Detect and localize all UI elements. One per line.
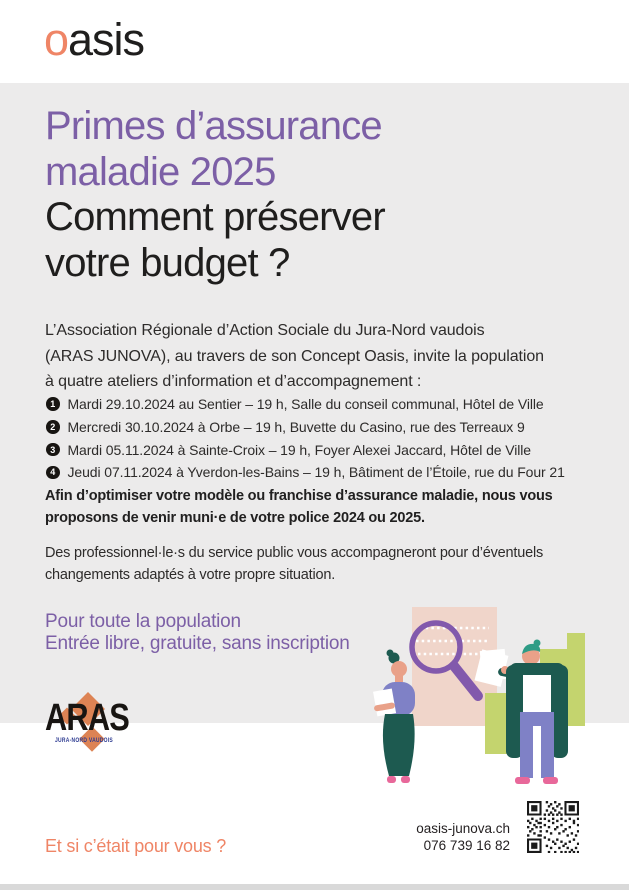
title-line-purple-1: Primes d’assurance — [45, 104, 382, 148]
event-text: Mardi 29.10.2024 au Sentier – 19 h, Salle du conseil communal, Hôtel de Ville — [67, 396, 544, 412]
event-item — [46, 420, 565, 434]
footer-tagline: Et si c’était pour vous ? — [45, 836, 227, 856]
website-text: oasis-junova.ch — [416, 821, 510, 836]
phone-text: 076 739 16 82 — [423, 838, 510, 853]
support-line: changements adaptés à votre propre situation. — [45, 567, 336, 583]
bottom-accent-bar — [0, 884, 629, 890]
aras-logo-subtitle: JURA-NORD VAUDOIS — [55, 738, 113, 744]
oasis-logo-o: o — [44, 14, 69, 65]
title-line-dark-1: Comment préserver — [45, 195, 385, 239]
highlight-line: Pour toute la population — [45, 611, 241, 632]
event-number-badge: 2 — [46, 420, 60, 434]
emphasis-paragraph — [45, 485, 553, 529]
event-number-badge: 4 — [46, 466, 60, 480]
event-number-badge: 3 — [46, 443, 60, 457]
event-item — [46, 397, 565, 411]
title-line-purple-2: maladie 2025 — [45, 149, 276, 194]
intro-line: à quatre ateliers d’information et d’accompagnement : — [45, 373, 422, 390]
emphasis-line: proposons de venir muni·e de votre police 2024 ou 2025. — [45, 510, 425, 526]
support-line: Des professionnel·le·s du service public vous accompagneront pour d’éventuels — [45, 545, 544, 561]
highlight-line: Entrée libre, gratuite, sans inscription — [45, 632, 350, 654]
contact-block — [330, 820, 510, 854]
support-paragraph — [45, 542, 543, 586]
oasis-logo — [44, 14, 144, 66]
woman-figure — [373, 650, 415, 784]
intro-line: (ARAS JUNOVA), au travers de son Concept Oasis, invite la population — [45, 347, 544, 365]
event-number-badge: 1 — [46, 397, 60, 411]
aras-logo-text: ARAS — [45, 697, 129, 739]
oasis-logo-rest: asis — [68, 14, 145, 65]
qr-code — [527, 801, 579, 853]
title-line-dark-2: votre budget ? — [45, 240, 290, 285]
intro-line: L’Association Régionale d’Action Sociale du Jura-Nord vaudois — [45, 322, 485, 339]
event-text: Jeudi 07.11.2024 à Yverdon-les-Bains – 19 h, Bâtiment de l’Étoile, rue du Four 21 — [67, 464, 565, 481]
people-magnifier-illustration — [360, 592, 629, 792]
intro-paragraph — [45, 318, 544, 395]
event-text: Mercredi 30.10.2024 à Orbe – 19 h, Buvette du Casino, rue des Terreaux 9 — [67, 418, 525, 435]
event-list — [46, 397, 565, 488]
page-title — [45, 104, 385, 286]
event-item — [46, 443, 565, 457]
aras-logo — [45, 690, 140, 752]
event-text: Mardi 05.11.2024 à Sainte-Croix – 19 h, Foyer Alexei Jaccard, Hôtel de Ville — [67, 441, 531, 458]
emphasis-line: Afin d’optimiser votre modèle ou franchise d’assurance maladie, nous vous — [45, 488, 553, 504]
audience-highlight — [45, 611, 350, 654]
event-item — [46, 465, 565, 479]
